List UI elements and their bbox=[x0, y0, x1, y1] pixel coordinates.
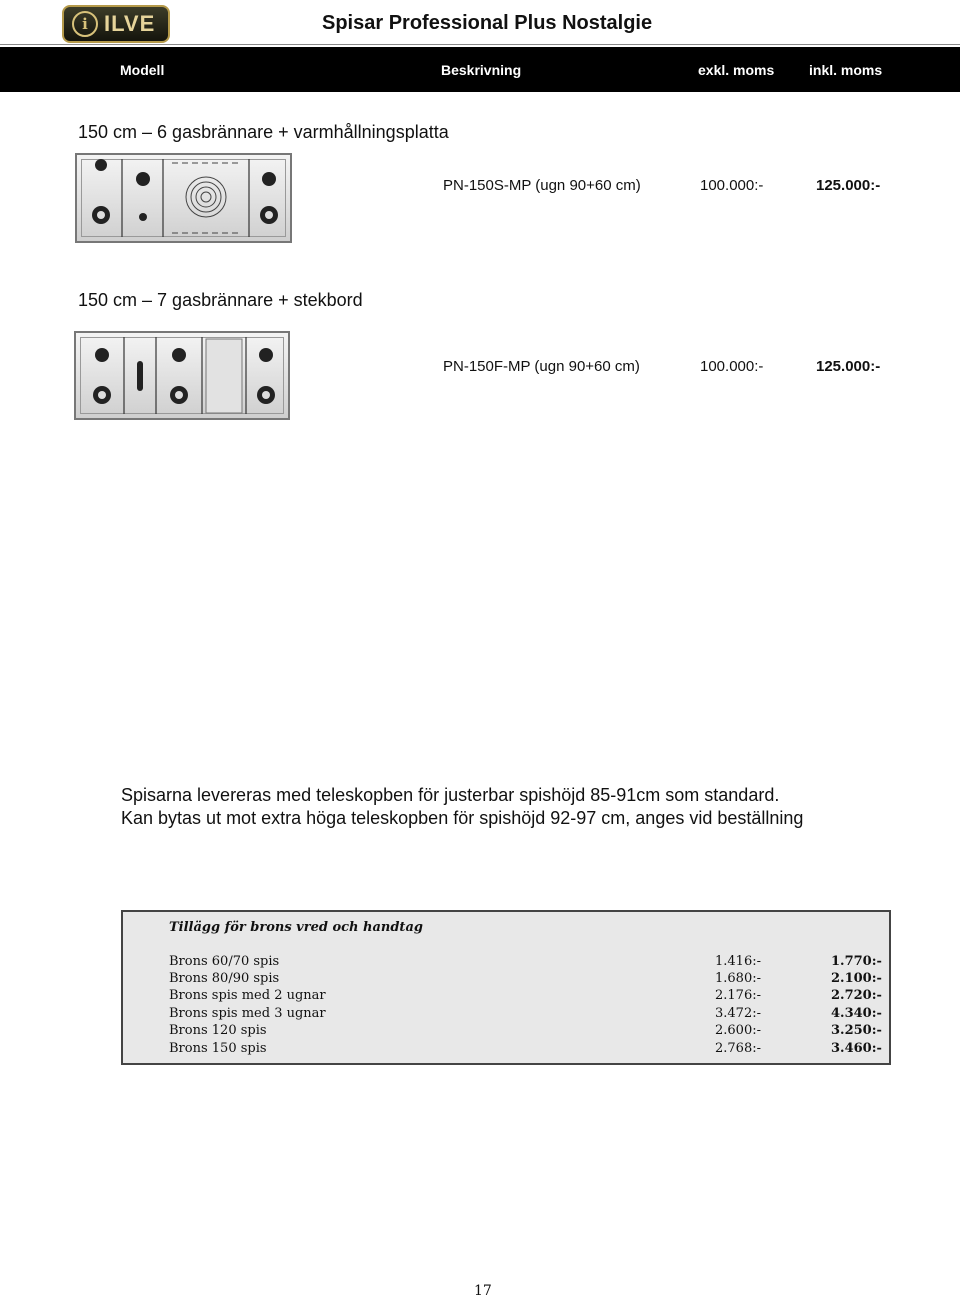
table-row bbox=[123, 1041, 889, 1058]
options-heading: Tillägg för brons vred och handtag bbox=[169, 920, 423, 935]
model-code-product-1: PN-150S-MP (ugn 90+60 cm) bbox=[443, 177, 641, 194]
price-excl-product-1: 100.000:- bbox=[700, 177, 764, 194]
page-number: 17 bbox=[474, 1283, 492, 1299]
cooktop-image-6-burners-warming-plate bbox=[75, 153, 292, 243]
option-price-incl: 3.460:- bbox=[831, 1041, 882, 1056]
table-row bbox=[123, 1023, 889, 1040]
option-name: Brons 80/90 spis bbox=[169, 971, 280, 986]
ilve-logo bbox=[62, 5, 170, 43]
option-price-incl: 3.250:- bbox=[831, 1023, 882, 1038]
table-row bbox=[123, 1006, 889, 1023]
bronze-options-table bbox=[121, 910, 891, 1065]
option-price-excl: 2.176:- bbox=[715, 988, 761, 1003]
section-title-product-1: 150 cm – 6 gasbrännare + varmhållningsplatta bbox=[78, 122, 449, 142]
price-excl-product-2: 100.000:- bbox=[700, 358, 764, 375]
table-row bbox=[123, 988, 889, 1005]
column-header-bar bbox=[0, 47, 960, 92]
option-price-incl: 2.100:- bbox=[831, 971, 882, 986]
logo-i-icon: i bbox=[72, 11, 98, 37]
option-price-excl: 1.680:- bbox=[715, 971, 761, 986]
option-name: Brons 150 spis bbox=[169, 1041, 267, 1056]
option-price-incl: 1.770:- bbox=[831, 954, 882, 969]
note-line-2: Kan bytas ut mot extra höga teleskopben för spishöjd 92-97 cm, anges vid beställning bbox=[121, 808, 804, 828]
table-row bbox=[123, 971, 889, 988]
option-name: Brons spis med 3 ugnar bbox=[169, 1006, 326, 1021]
cooktop-drawing-1 bbox=[77, 155, 290, 241]
col-header-model: Modell bbox=[120, 62, 165, 78]
option-name: Brons 60/70 spis bbox=[169, 954, 280, 969]
logo-text: ILVE bbox=[104, 11, 156, 36]
option-price-incl: 4.340:- bbox=[831, 1006, 882, 1021]
model-code-product-2: PN-150F-MP (ugn 90+60 cm) bbox=[443, 358, 640, 375]
option-price-excl: 2.768:- bbox=[715, 1041, 761, 1056]
price-incl-product-2: 125.000:- bbox=[816, 358, 881, 375]
option-price-excl: 2.600:- bbox=[715, 1023, 761, 1038]
option-price-excl: 1.416:- bbox=[715, 954, 761, 969]
option-price-incl: 2.720:- bbox=[831, 988, 882, 1003]
cooktop-drawing-2 bbox=[76, 333, 288, 418]
price-incl-product-1: 125.000:- bbox=[816, 177, 881, 194]
option-name: Brons 120 spis bbox=[169, 1023, 267, 1038]
header-divider bbox=[0, 44, 960, 45]
note-line-1: Spisarna levereras med teleskopben för justerbar spishöjd 85-91cm som standard. bbox=[121, 785, 780, 805]
option-price-excl: 3.472:- bbox=[715, 1006, 761, 1021]
col-header-description: Beskrivning bbox=[441, 62, 522, 78]
page-title: Spisar Professional Plus Nostalgie bbox=[322, 12, 653, 34]
option-name: Brons spis med 2 ugnar bbox=[169, 988, 326, 1003]
table-row bbox=[123, 954, 889, 971]
cooktop-image-7-burners-griddle bbox=[74, 331, 290, 420]
col-header-excl-vat: exkl. moms bbox=[698, 62, 775, 78]
section-title-product-2: 150 cm – 7 gasbrännare + stekbord bbox=[78, 290, 363, 310]
col-header-incl-vat: inkl. moms bbox=[809, 62, 883, 78]
